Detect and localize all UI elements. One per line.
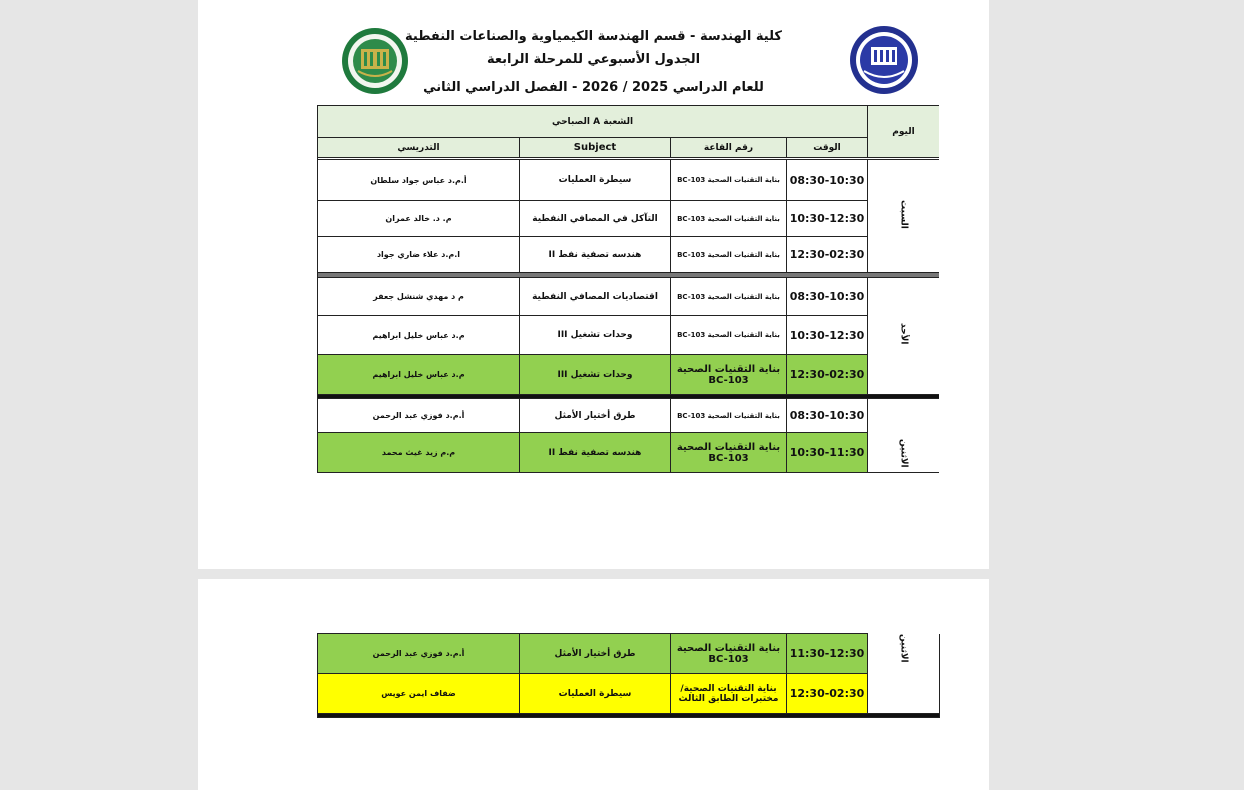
document-page-2 — [198, 579, 989, 790]
table-row — [318, 634, 940, 674]
table-row — [318, 160, 940, 201]
time-cell: 12:30-02:30 — [787, 355, 868, 395]
time-cell: 10:30-11:30 — [787, 433, 868, 473]
time-cell: 08:30-10:30 — [787, 278, 868, 316]
teacher-cell: م.م زيد غيث محمد — [318, 433, 520, 473]
room-cell: بناية التقنيات الصحية BC-103 — [671, 433, 787, 473]
schedule-table — [317, 105, 939, 473]
day-label-saturday: السبت — [898, 199, 909, 229]
header-college-dept: كلية الهندسة - قسم الهندسة الكيمياوية والصناعات النفطية — [405, 29, 782, 44]
room-cell: بناية التقنيات الصحية BC-103 — [671, 160, 787, 201]
schedule-table-continued — [317, 633, 940, 718]
col-header-time: الوقت — [787, 138, 868, 158]
table-row — [318, 355, 940, 395]
time-cell: 08:30-10:30 — [787, 160, 868, 201]
table-row — [318, 399, 940, 433]
subject-cell: طرق أختيار الأمثل — [520, 634, 671, 674]
col-header-day: اليوم — [868, 106, 940, 158]
subject-cell: طرق أختيار الأمثل — [520, 399, 671, 433]
time-cell: 12:30-02:30 — [787, 674, 868, 714]
room-cell: بناية التقنيات الصحية/ مختبرات الطابق الثالث — [671, 674, 787, 714]
room-cell: بناية التقنيات الصحية BC-103 — [671, 316, 787, 355]
time-cell: 10:30-12:30 — [787, 316, 868, 355]
subject-cell: وحدات تشغيل III — [520, 316, 671, 355]
section-title: الشعبة A الصباحي — [318, 106, 868, 138]
table-row — [318, 316, 940, 355]
col-header-teacher: التدريسي — [318, 138, 520, 158]
teacher-cell: أ.م.د فوزي عبد الرحمن — [318, 399, 520, 433]
teacher-cell: م.د عباس خليل ابراهيم — [318, 355, 520, 395]
document-page-1 — [198, 0, 989, 569]
table-row — [318, 201, 940, 237]
teacher-cell: ا.م.د علاء ضاري جواد — [318, 237, 520, 273]
day-label-monday-cont: الاثنين — [898, 633, 909, 663]
col-header-subject: Subject — [520, 138, 671, 158]
time-cell: 12:30-02:30 — [787, 237, 868, 273]
teacher-cell: أ.م.د فوزي عبد الرحمن — [318, 634, 520, 674]
room-cell: بناية التقنيات الصحية BC-103 — [671, 278, 787, 316]
time-cell: 10:30-12:30 — [787, 201, 868, 237]
subject-cell: وحدات تشغيل III — [520, 355, 671, 395]
schedule-viewport — [317, 105, 939, 475]
header-academic-year: للعام الدراسي 2025 / 2026 - الفصل الدراسي الثاني — [423, 80, 764, 95]
room-cell: بناية التقنيات الصحية BC-103 — [671, 237, 787, 273]
col-header-room: رقم القاعة — [671, 138, 787, 158]
subject-cell: سيطرة العمليات — [520, 160, 671, 201]
room-cell: بناية التقنيات الصحية BC-103 — [671, 355, 787, 395]
subject-cell: سيطرة العمليات — [520, 674, 671, 714]
table-row — [318, 278, 940, 316]
day-label-sunday: الأحد — [898, 323, 909, 345]
teacher-cell: م. د. خالد عمران — [318, 201, 520, 237]
teacher-cell: م.د عباس خليل ابراهيم — [318, 316, 520, 355]
subject-cell: هندسه تصفية نفط II — [520, 237, 671, 273]
room-cell: بناية التقنيات الصحية BC-103 — [671, 634, 787, 674]
subject-cell: التآكل في المصافي النفطية — [520, 201, 671, 237]
subject-cell: اقتصاديات المصافي النفطية — [520, 278, 671, 316]
day-label-monday: الاثنين — [898, 439, 909, 468]
teacher-cell: م د مهدي شنشل جعفر — [318, 278, 520, 316]
table-row — [318, 433, 940, 473]
teacher-cell: ضفاف ايمن عويس — [318, 674, 520, 714]
table-row — [318, 237, 940, 273]
time-cell: 11:30-12:30 — [787, 634, 868, 674]
room-cell: بناية التقنيات الصحية BC-103 — [671, 399, 787, 433]
room-cell: بناية التقنيات الصحية BC-103 — [671, 201, 787, 237]
teacher-cell: أ.م.د عباس جواد سلطان — [318, 160, 520, 201]
subject-cell: هندسه تصفية نفط II — [520, 433, 671, 473]
header-schedule-title: الجدول الأسبوعي للمرحلة الرابعة — [486, 52, 701, 67]
table-row — [318, 674, 940, 714]
time-cell: 08:30-10:30 — [787, 399, 868, 433]
